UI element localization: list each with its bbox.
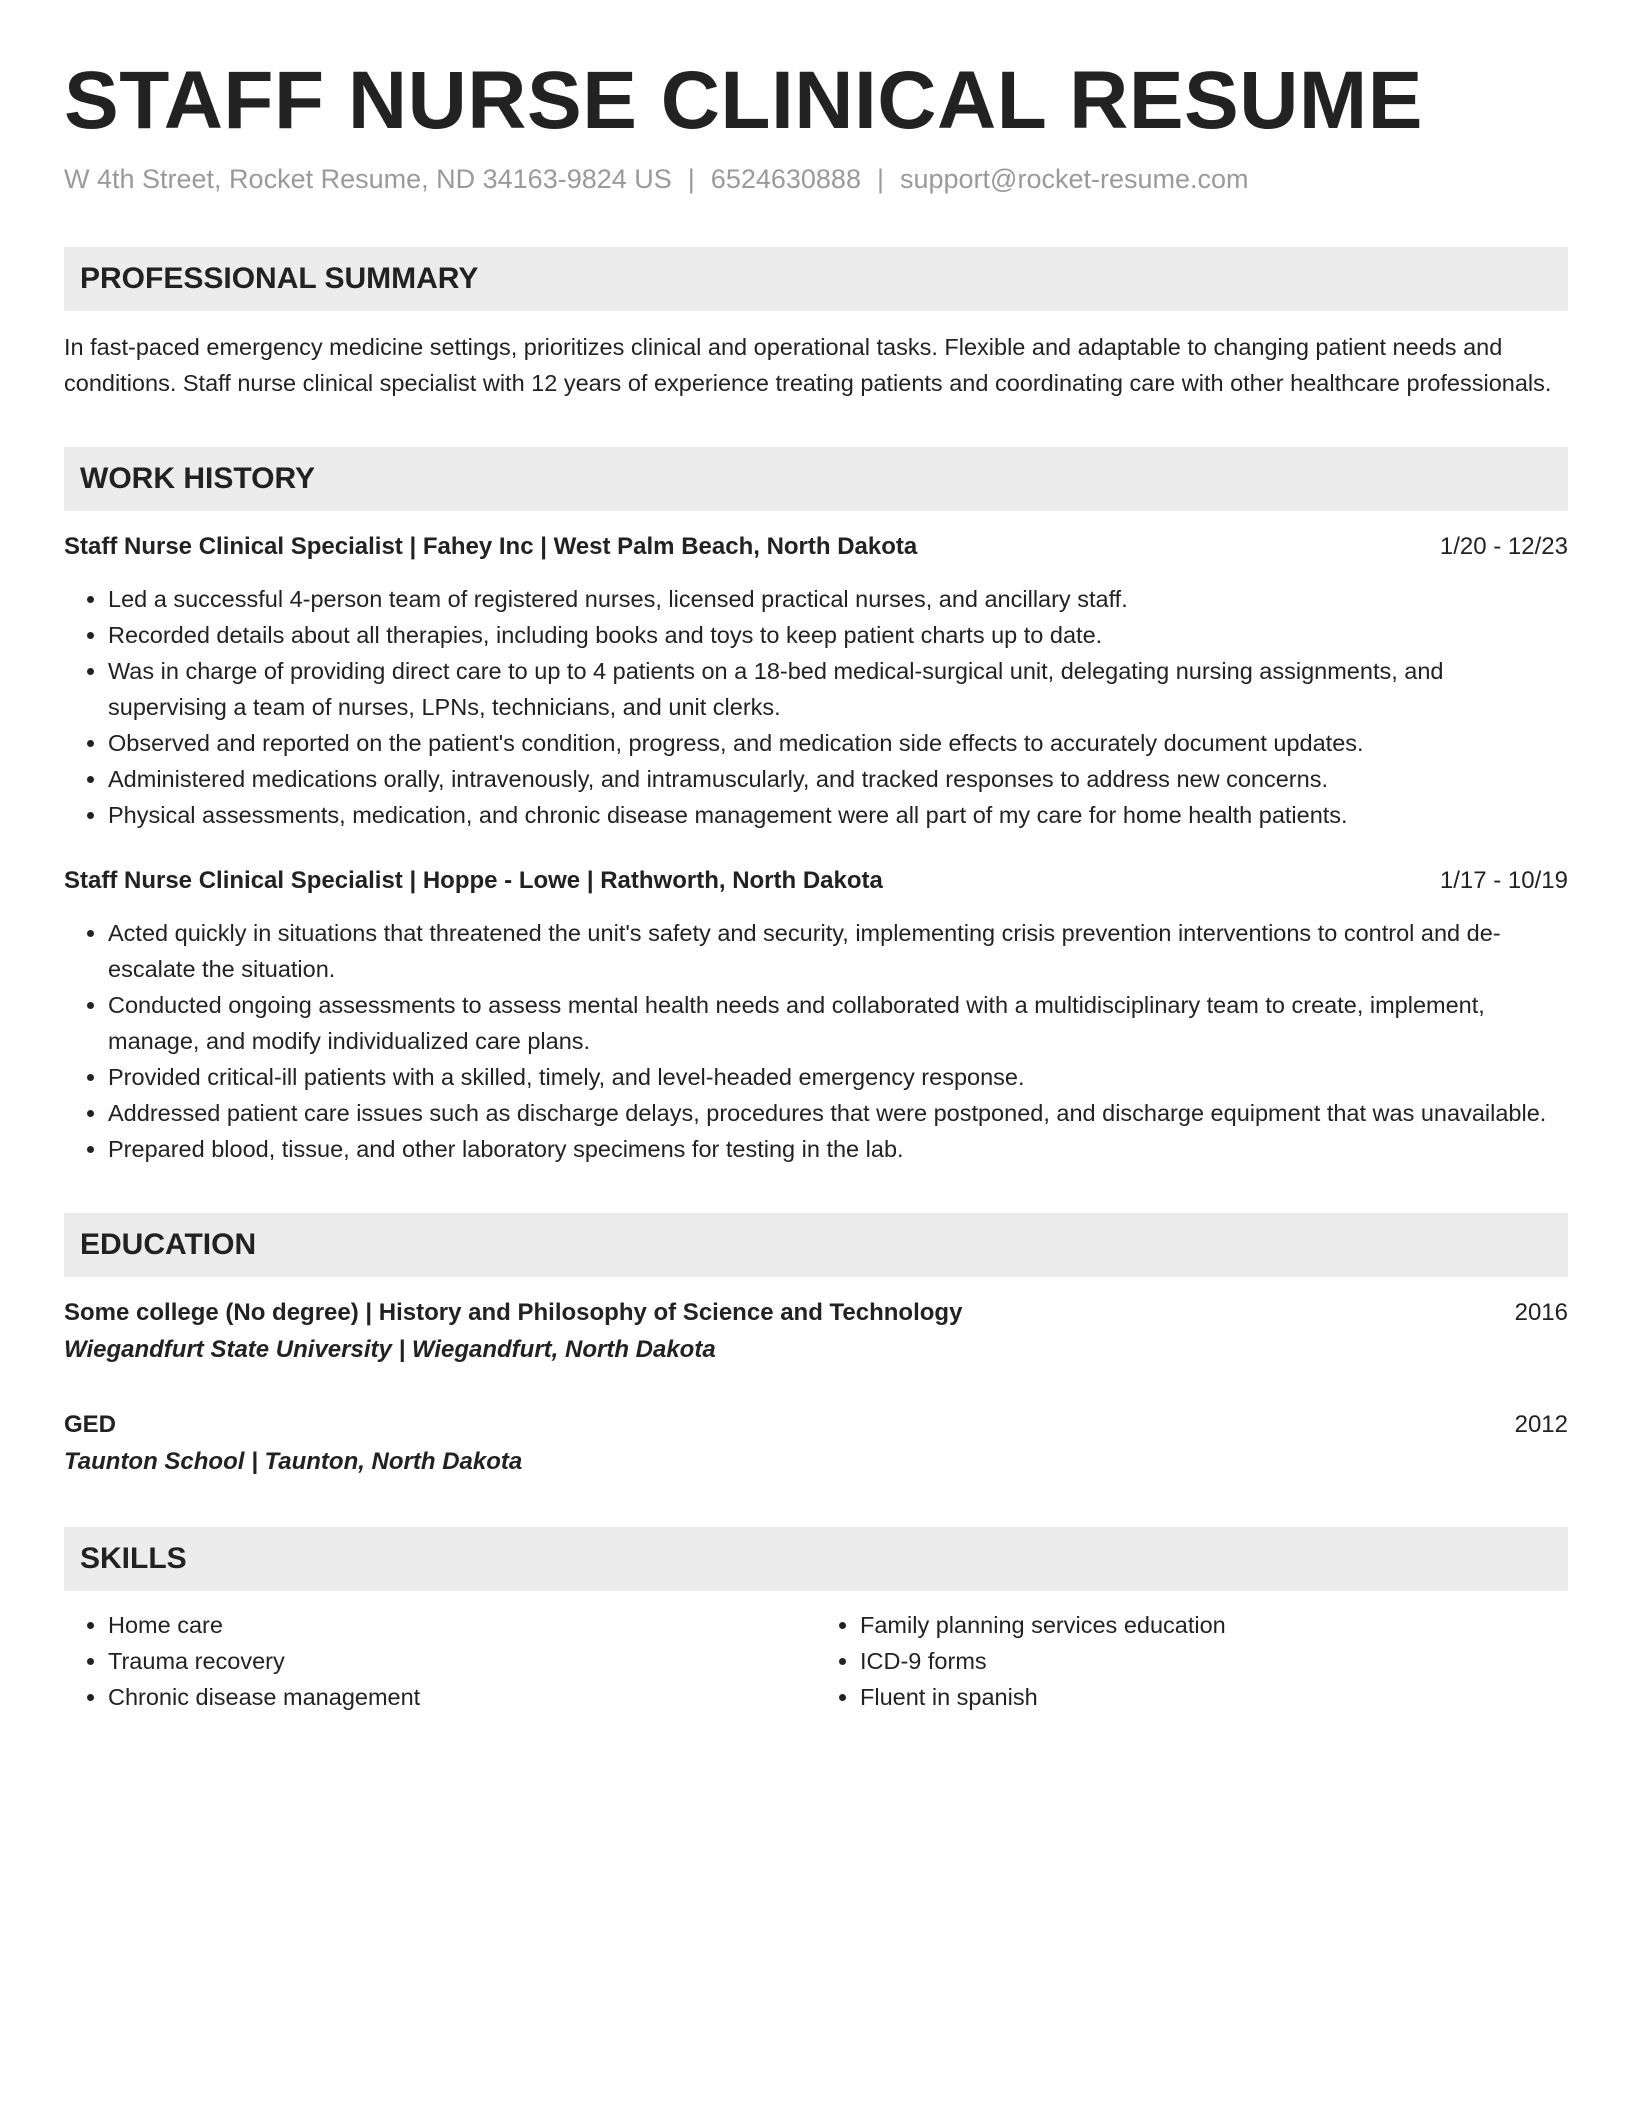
skills-column-left xyxy=(64,1607,816,1715)
education-school: Taunton School | Taunton, North Dakota xyxy=(64,1448,523,1476)
job-header xyxy=(64,863,1568,899)
section-header-work-history: WORK HISTORY xyxy=(64,447,1568,511)
list-item: • Addressed patient care issues such as discharge delays, procedures that were postponed, and discharge equipment that was unavailable. xyxy=(108,1095,1568,1131)
job-title: Staff Nurse Clinical Specialist | Hoppe - Lowe | Rathworth, North Dakota xyxy=(64,867,883,895)
education-entry xyxy=(64,1407,1568,1481)
job-header xyxy=(64,529,1568,565)
education-entry xyxy=(64,1295,1568,1369)
skills-list xyxy=(64,1607,1568,1715)
contact-address: W 4th Street, Rocket Resume, ND 34163-9824 US xyxy=(64,164,672,195)
list-item: • Conducted ongoing assessments to assess mental health needs and collaborated with a multidisciplinary team to create, implement, manage, and modify individualized care plans. xyxy=(108,987,1568,1059)
list-item: • Was in charge of providing direct care to up to 4 patients on a 18-bed medical-surgical unit, delegating nursing assignments, and supervising a team of nurses, LPNs, technicians, and unit clerks. xyxy=(108,653,1568,725)
job-dates: 1/20 - 12/23 xyxy=(1439,533,1568,561)
resume-title: STAFF NURSE CLINICAL RESUME xyxy=(64,55,1423,146)
list-item: • Administered medications orally, intravenously, and intramuscularly, and tracked responses to address new concerns. xyxy=(108,761,1568,797)
job-dates: 1/17 - 10/19 xyxy=(1439,867,1568,895)
list-item: • Recorded details about all therapies, including books and toys to keep patient charts up to date. xyxy=(108,617,1568,653)
contact-separator: | xyxy=(687,164,695,195)
job-bullets xyxy=(64,581,1568,833)
contact-phone: 6524630888 xyxy=(710,164,861,195)
section-header-skills: SKILLS xyxy=(64,1527,1568,1591)
section-header-education: EDUCATION xyxy=(64,1213,1568,1277)
education-degree: GED xyxy=(64,1411,117,1439)
list-item: • Acted quickly in situations that threatened the unit's safety and security, implementing crisis prevention interventions to control and de-escalate the situation. xyxy=(108,915,1568,987)
education-header xyxy=(64,1295,1568,1331)
education-year: 2016 xyxy=(1514,1299,1568,1327)
list-item: • Provided critical-ill patients with a skilled, timely, and level-headed emergency response. xyxy=(108,1059,1568,1095)
skill-item: • Family planning services education xyxy=(860,1607,1568,1643)
list-item: • Prepared blood, tissue, and other laboratory specimens for testing in the lab. xyxy=(108,1131,1568,1167)
skills-column-right xyxy=(816,1607,1568,1715)
skill-item: • Fluent in spanish xyxy=(860,1679,1568,1715)
education-degree: Some college (No degree) | History and Philosophy of Science and Technology xyxy=(64,1299,963,1327)
job-entry xyxy=(64,529,1568,833)
job-title: Staff Nurse Clinical Specialist | Fahey Inc | West Palm Beach, North Dakota xyxy=(64,533,918,561)
education-year: 2012 xyxy=(1514,1411,1568,1439)
skill-item: • Home care xyxy=(108,1607,816,1643)
contact-separator: | xyxy=(876,164,884,195)
job-bullets xyxy=(64,915,1568,1167)
list-item: • Observed and reported on the patient's condition, progress, and medication side effects to accurately document updates. xyxy=(108,725,1568,761)
list-item: • Led a successful 4-person team of registered nurses, licensed practical nurses, and ancillary staff. xyxy=(108,581,1568,617)
job-entry xyxy=(64,863,1568,1167)
skill-item: • Chronic disease management xyxy=(108,1679,816,1715)
skill-item: • Trauma recovery xyxy=(108,1643,816,1679)
skill-item: • ICD-9 forms xyxy=(860,1643,1568,1679)
summary-text: In fast-paced emergency medicine settings, prioritizes clinical and operational tasks. Flexible and adaptable to changing patient needs and conditions. Staff nurse clinical specialist with 12 years of experience treating patients and coordinating care with other healthcare professionals. xyxy=(64,334,1552,397)
list-item: • Physical assessments, medication, and chronic disease management were all part of my care for home health patients. xyxy=(108,797,1568,833)
education-header xyxy=(64,1407,1568,1443)
contact-line xyxy=(64,162,1568,197)
section-header-summary: PROFESSIONAL SUMMARY xyxy=(64,247,1568,311)
contact-email: support@rocket-resume.com xyxy=(899,164,1249,195)
education-school: Wiegandfurt State University | Wiegandfurt, North Dakota xyxy=(64,1336,716,1364)
